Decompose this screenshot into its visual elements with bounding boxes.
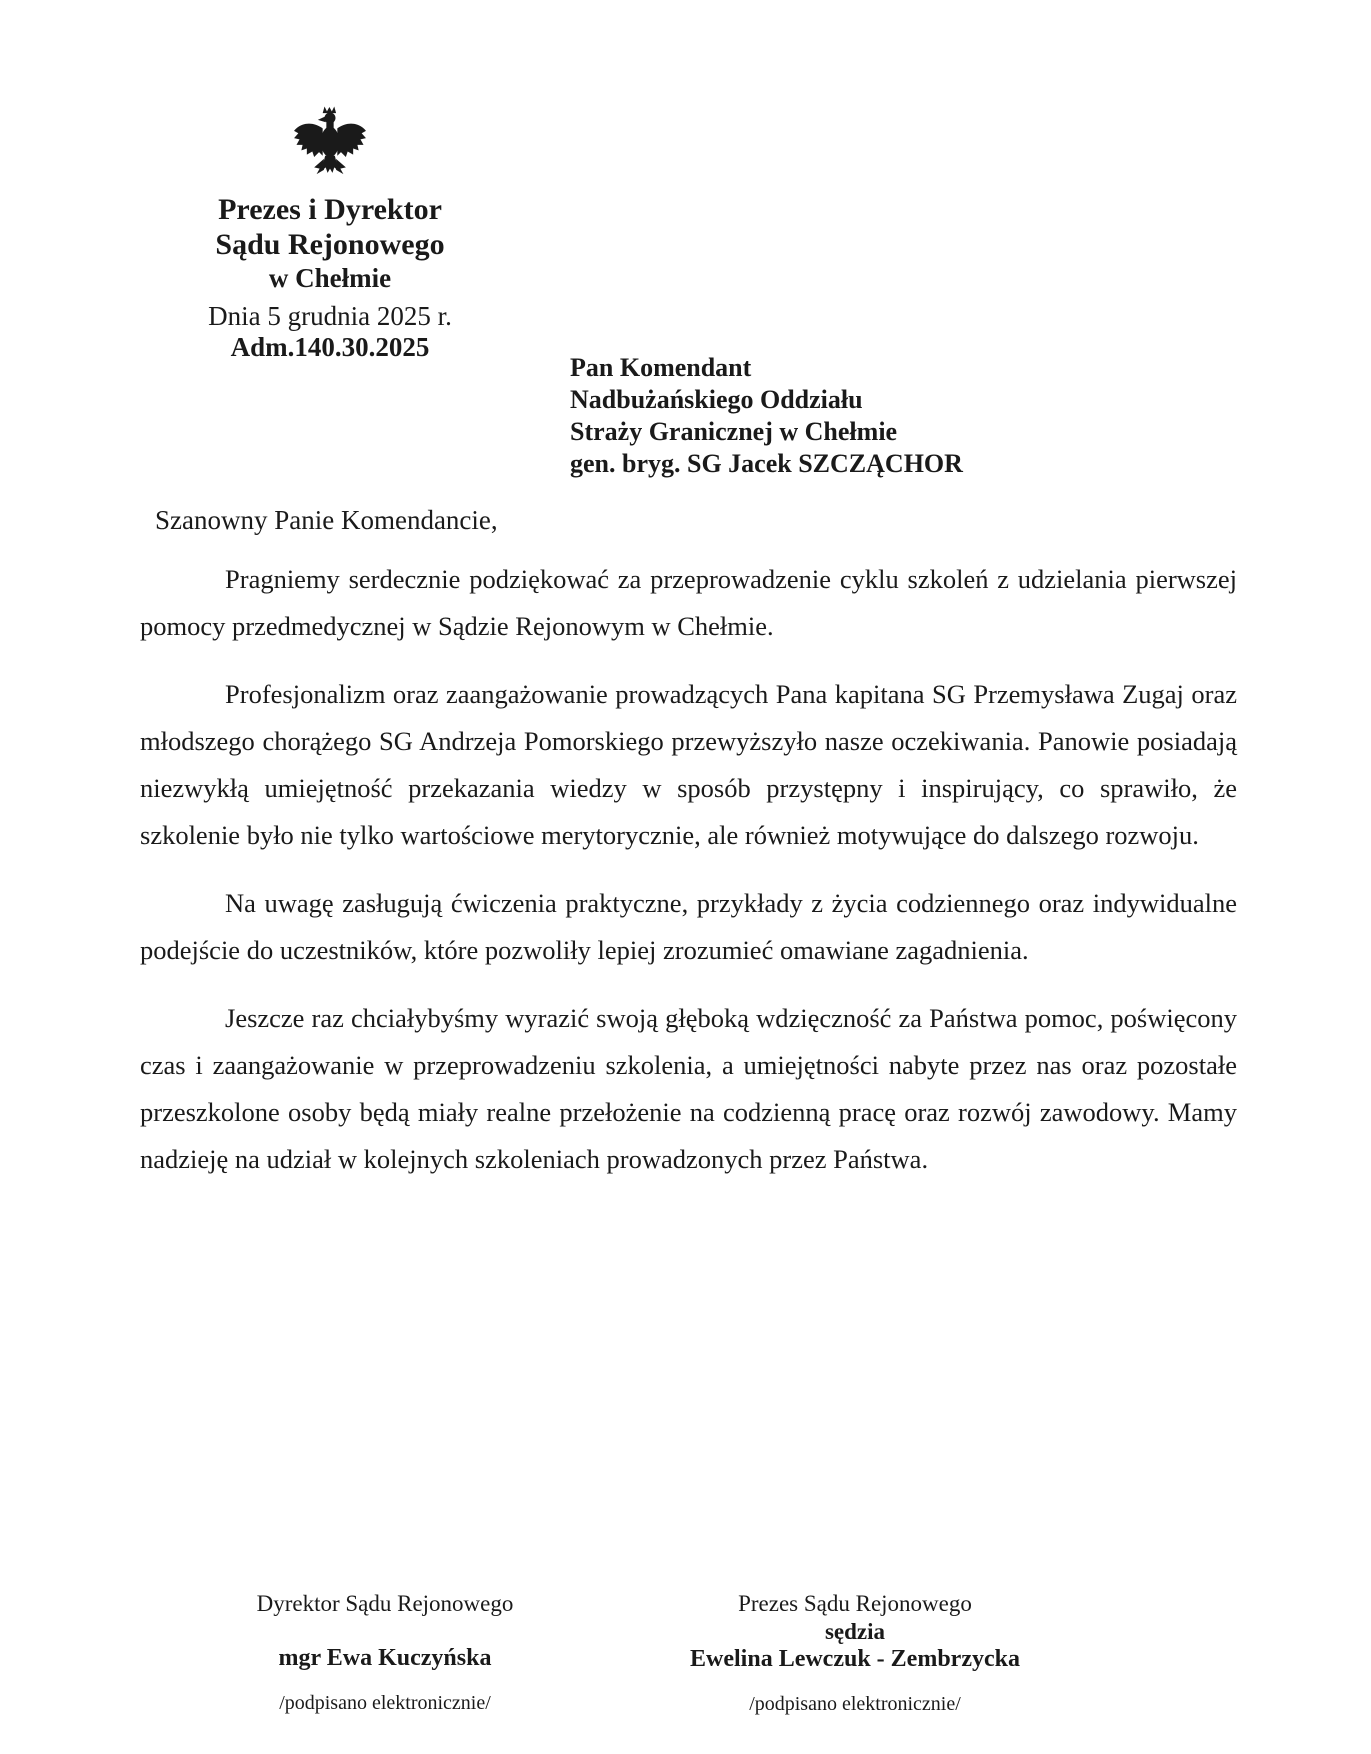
signature-name: mgr Ewa Kuczyńska [278,1645,492,1671]
salutation: Szanowny Panie Komendancie, [155,505,498,535]
electronic-signature-note: /podpisano elektronicznie/ [279,1692,491,1714]
letterhead [170,100,490,362]
signature-subrole: sędzia [824,1619,886,1644]
letter-date: Dnia 5 grudnia 2025 r. [208,301,452,331]
paragraph: Jeszcze raz chciałybyśmy wyrazić swoją głęboką wdzięczność za Państwa pomoc, poświęcony czas i zaangażowanie w przeprowadzeniu szkolenia, a umiejętności nabyte przez nas oraz pozostałe przeszkolone osoby będą miały realne przełożenie na codzienną pracę oraz rozwój zawodowy. Mamy nadzieję na udział w kolejnych szkoleniach prowadzonych przez Państwa. [140,1003,1237,1174]
recipient-line: Nadbużańskiego Oddziału [570,385,863,414]
recipient-line: Straży Granicznej w Chełmie [570,417,898,446]
signature-name: Ewelina Lewczuk - Zembrzycka [690,1646,1020,1672]
letterhead-title-line1: Prezes i Dyrektor [218,193,442,226]
letterhead-title-line2: Sądu Rejonowego [215,228,445,261]
polish-eagle-crowned-icon [291,100,369,186]
reference-number: Adm.140.30.2025 [230,332,430,362]
recipient-block [570,352,963,480]
signature-role: Dyrektor Sądu Rejonowego [256,1591,514,1616]
recipient-line: gen. bryg. SG Jacek SZCZĄCHOR [570,449,963,478]
letter-body [140,556,1237,1204]
paragraph: Pragniemy serdecznie podziękować za przeprowadzenie cyklu szkoleń z udzielania pierwszej pomocy przedmedycznej w Sądzie Rejonowym w Chełmie. [140,564,1237,641]
signature-president [690,1590,1020,1716]
letterhead-title-line3: w Chełmie [268,263,392,293]
paragraph: Profesjonalizm oraz zaangażowanie prowadzących Pana kapitana SG Przemysława Zugaj oraz młodszego chorążego SG Andrzeja Pomorskiego przewyższyło nasze oczekiwania. Panowie posiadają niezwykłą umiejętność przekazania wiedzy w sposób przystępny i inspirujący, co sprawiło, że szkolenie było nie tylko wartościowe merytorycznie, ale również motywujące do dalszego rozwoju. [140,679,1237,850]
signature-role: Prezes Sądu Rejonowego [738,1591,972,1616]
signature-director [225,1590,545,1715]
recipient-line: Pan Komendant [570,353,752,382]
electronic-signature-note: /podpisano elektronicznie/ [749,1693,961,1715]
paragraph: Na uwagę zasługują ćwiczenia praktyczne, przykłady z życia codziennego oraz indywidualne podejście do uczestników, które pozwoliły lepiej zrozumieć omawiane zagadnienia. [140,888,1237,965]
